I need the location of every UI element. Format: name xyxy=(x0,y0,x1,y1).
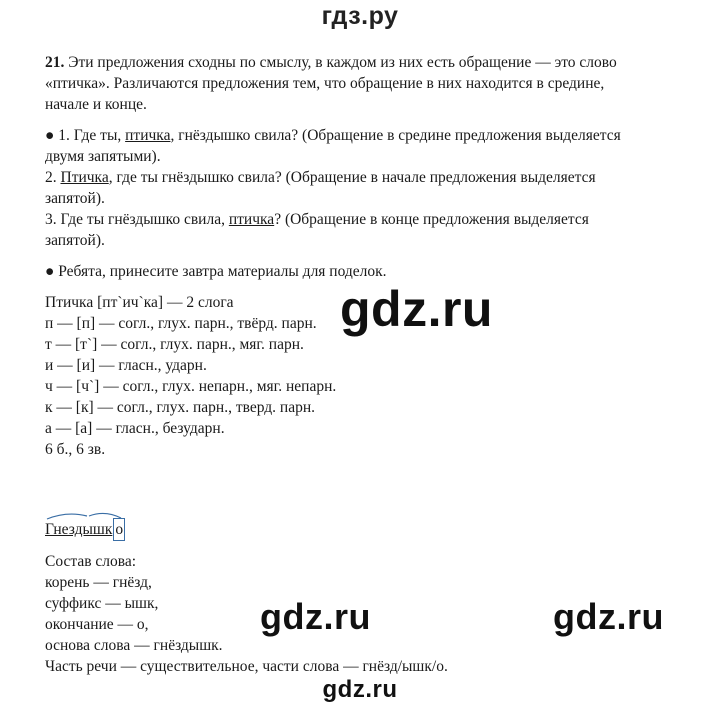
word-composition: Состав слова: корень — гнёзд, суффикс — ышк, окончание — о, основа слова — гнёздышк. Часть речи — существительное, части слова — гнёзд/ышк/о. xyxy=(45,553,448,675)
sentence-3: 3. Где ты гнёздышко свила, птичка? (Обращение в конце предложения выделяется xyxy=(45,211,589,228)
sentence-1: ● 1. Где ты, птичка, гнёздышко свила? (Обращение в средине предложения выделяется xyxy=(45,127,621,144)
task-intro: 21. Эти предложения сходны по смыслу, в каждом из них есть обращение — это слово «птичка». Различаются предложения тем, что обращение в них находится в средине, начале и конце. xyxy=(45,54,617,113)
answer-content xyxy=(45,52,685,687)
watermark: gdz.ru xyxy=(260,596,371,637)
address-word: птичка xyxy=(125,127,171,144)
root-arc-icon xyxy=(45,510,123,520)
watermark: gdz.ru xyxy=(322,676,398,703)
watermark: gdz.ru xyxy=(340,281,493,337)
address-word: Птичка xyxy=(60,169,109,186)
task-number: 21. xyxy=(45,54,65,71)
ending-box: о xyxy=(113,518,125,541)
phonetic-analysis: Птичка [пт`ич`ка] — 2 слога п — [п] — согл., глух. парн., твёрд. парн. т — [т`] — согл., глух. парн., мяг. парн. и — [и] — гласн., ударн. ч — [ч`] — согл., глух. непарн., мяг. непарн. к — [к] — согл., глух. парн., тверд. парн. а — [а] — гласн., безударн. 6 б., 6 зв. xyxy=(45,294,337,458)
address-word: птичка xyxy=(228,211,275,228)
bullet-sentence: ● Ребята, принесите завтра материалы для поделок. xyxy=(45,263,387,280)
morphemic-word: Гнездышк о xyxy=(45,512,685,541)
site-title: гдз.ру xyxy=(321,2,399,30)
sentence-2: 2. Птичка, где ты гнёздышко свила? (Обращение в начале предложения выделяется xyxy=(45,169,596,186)
watermark: gdz.ru xyxy=(553,596,664,637)
sentences-block: ● 1. Где ты, птичка, гнёздышко свила? (Обращение в средине предложения выделяется двумя запятыми). 2. Птичка, где ты гнёздышко свила? (Обращение в начале предложения выделяется запятой). 3. Где ты гнёздышко свила, птичка? (Обращение в конце предложения выделяется запятой). xyxy=(45,125,685,251)
